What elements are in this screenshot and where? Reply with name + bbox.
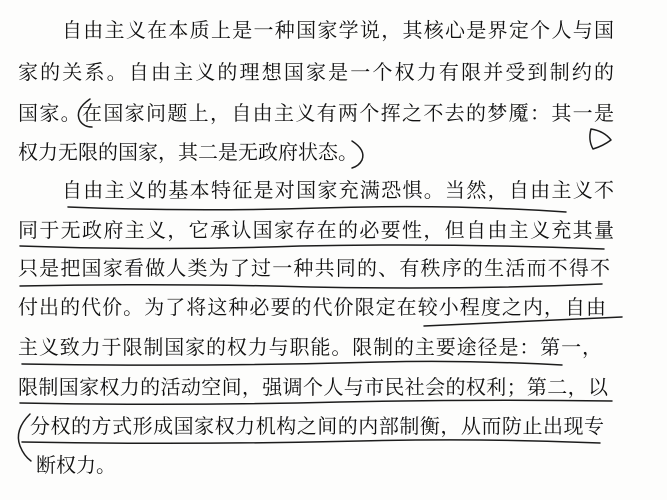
text-line: 家的关系。自由主义的理想国家是一个权力有限并受到制约的 [18, 60, 614, 84]
text-line: 断权力。 [36, 453, 116, 477]
handwritten-underline [68, 207, 566, 212]
handwritten-underline [20, 400, 612, 404]
text-line: 主义致力于限制国家的权力与职能。限制的主要途径是：第一， [18, 335, 602, 359]
handwritten-underline [20, 284, 602, 288]
handwritten-underline [22, 440, 600, 443]
handwritten-margin-mark [590, 129, 611, 149]
text-line: 自由主义的基本特征是对国家充满恐惧。当然，自由主义不 [62, 178, 614, 202]
text-line: 国家。在国家问题上，自由主义有两个挥之不去的梦魇：其一是 [18, 101, 614, 125]
handwritten-underline [22, 361, 562, 365]
handwritten-underline [20, 245, 604, 249]
text-line: 权力无限的国家，其二是无政府状态。 [18, 140, 358, 164]
text-line: 付出的代价。为了将这种必要的代价限定在较小程度之内，自由 [18, 295, 606, 319]
text-line: 自由主义在本质上是一种国家学说，其核心是界定个人与国 [62, 18, 614, 42]
text-line: 同于无政府主义，它承认国家存在的必要性，但自由主义充其量 [18, 218, 614, 242]
text-line: 分权的方式形成国家权力机构之间的内部制衡，从而防止出现专 [30, 414, 604, 438]
text-line: 只是把国家看做人类为了过一种共同的、有秩序的生活而不得不 [18, 256, 610, 280]
text-line: 限制国家权力的活动空间，强调个人与市民社会的权利；第二，以 [18, 375, 608, 399]
